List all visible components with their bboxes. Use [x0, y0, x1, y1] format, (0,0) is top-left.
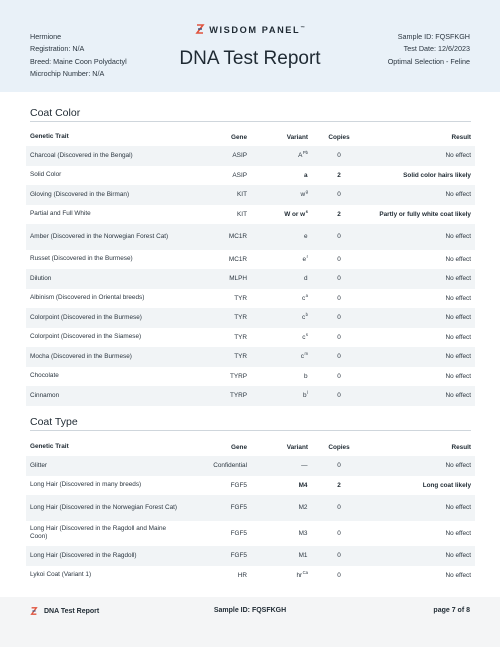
- table-row: [26, 308, 475, 328]
- copies: 0: [337, 294, 341, 302]
- table-row: [26, 146, 475, 166]
- variant: [250, 476, 308, 496]
- table-row: [26, 521, 475, 547]
- variant-symbol: M4: [298, 481, 308, 489]
- microchip-number: Microchip Number: N/A: [30, 68, 105, 78]
- trait-name: Colorpoint (Discovered in the Siamese): [30, 333, 142, 341]
- table-row: [26, 269, 475, 289]
- variant-symbol: —: [301, 462, 308, 470]
- table-header: [26, 128, 475, 146]
- copies: 0: [337, 333, 341, 341]
- footer-sample-id: Sample ID: FQSFKGH: [213, 607, 287, 614]
- copies: 0: [337, 504, 341, 512]
- table-row: [26, 185, 475, 205]
- variant: [250, 185, 308, 205]
- trait-name: Mocha (Discovered in the Burmese): [30, 352, 132, 360]
- sample-id: Sample ID: FQSFKGH: [397, 32, 470, 41]
- variant-superscript: s: [305, 331, 308, 337]
- trait-name: Colorpoint (Discovered in the Burmese): [30, 313, 142, 321]
- trait-name: Long Hair (Discovered in many breeds): [30, 481, 142, 489]
- registration: Registration: N/A: [30, 44, 85, 54]
- variant: [250, 166, 308, 186]
- table-row: [26, 224, 475, 250]
- report-header: [0, 0, 500, 92]
- variant: [250, 224, 308, 250]
- result: No effect: [445, 353, 471, 361]
- variant: [250, 347, 308, 367]
- copies: 2: [337, 210, 341, 218]
- result: No effect: [445, 191, 471, 199]
- trait-name: Cinnamon: [30, 391, 60, 399]
- gene: TYR: [234, 314, 247, 322]
- table-row: [26, 476, 475, 496]
- variant: [250, 205, 308, 225]
- variant-superscript: g: [305, 189, 308, 195]
- copies: 0: [337, 255, 341, 263]
- gene: TYRP: [229, 372, 247, 380]
- col-result: Result: [451, 443, 471, 451]
- trait-name: Amber (Discovered in the Norwegian Forest Cat): [30, 232, 169, 240]
- wisdom-panel-logo-icon: [195, 24, 205, 34]
- variant: [250, 146, 308, 166]
- variant-symbol: c: [301, 294, 306, 302]
- table-row: [26, 386, 475, 406]
- table-row: [26, 205, 475, 225]
- gene: Confidential: [213, 462, 247, 470]
- variant-symbol: b: [303, 392, 307, 400]
- trait-name: Glitter: [30, 461, 48, 469]
- trait-name: Long Hair (Discovered in the Norwegian Forest Cat): [30, 503, 178, 511]
- result: No effect: [445, 372, 471, 380]
- gene: TYR: [234, 353, 247, 361]
- copies: 2: [337, 171, 341, 179]
- variant: [250, 495, 308, 521]
- table-row: [26, 546, 475, 566]
- copies: 0: [337, 275, 341, 283]
- gene: FGF5: [230, 481, 247, 489]
- variant-symbol: e: [303, 233, 308, 241]
- result: No effect: [445, 314, 471, 322]
- table-header: [26, 438, 475, 456]
- variant-symbol: M1: [298, 552, 308, 560]
- pet-name: Hermione: [30, 32, 62, 41]
- copies: 0: [337, 552, 341, 560]
- result: No effect: [445, 552, 471, 560]
- brand-name: WISDOM PANEL: [209, 25, 301, 35]
- copies: 0: [337, 372, 341, 380]
- variant: [250, 456, 308, 476]
- brand-trademark: ™: [300, 25, 305, 30]
- trait-name: Solid Color: [30, 171, 62, 179]
- variant-symbol: w: [300, 191, 306, 199]
- col-copies: Copies: [328, 443, 350, 451]
- result: Solid color hairs likely: [403, 171, 471, 179]
- gene: TYRP: [229, 392, 247, 400]
- result: No effect: [445, 529, 471, 537]
- variant: [250, 269, 308, 289]
- copies: 0: [337, 152, 341, 160]
- variant: [250, 289, 308, 309]
- coat-type-rows: [26, 456, 475, 585]
- table-row: [26, 289, 475, 309]
- variant-symbol: c: [302, 333, 306, 341]
- variant: [250, 328, 308, 348]
- gene: FGF5: [230, 504, 247, 512]
- result: No effect: [445, 275, 471, 283]
- table-row: [26, 495, 475, 521]
- variant-symbol: a: [303, 171, 308, 179]
- col-trait: Genetic Trait: [30, 133, 69, 140]
- result: No effect: [445, 333, 471, 341]
- result: No effect: [445, 255, 471, 263]
- trait-name: Russet (Discovered in the Burmese): [30, 255, 133, 263]
- report-footer: [0, 597, 500, 647]
- coat-type-divider: [30, 430, 471, 431]
- variant-superscript: l: [307, 390, 308, 396]
- variant-symbol: M3: [298, 529, 308, 537]
- copies: 0: [337, 529, 341, 537]
- col-variant: Variant: [286, 133, 308, 141]
- variant-symbol: c: [301, 314, 306, 322]
- variant-superscript: Ca: [302, 569, 308, 575]
- variant-symbol: hr: [296, 571, 303, 579]
- variant: [250, 566, 308, 586]
- result: No effect: [445, 504, 471, 512]
- variant-symbol: W or w: [284, 210, 306, 218]
- variant-symbol: M2: [298, 504, 308, 512]
- variant: [250, 367, 308, 387]
- coat-color-rows: [26, 146, 475, 406]
- gene: MC1R: [228, 255, 247, 263]
- breed: Breed: Maine Coon Polydactyl: [30, 56, 127, 66]
- copies: 0: [337, 571, 341, 579]
- gene: FGF5: [230, 529, 247, 537]
- table-row: [26, 566, 475, 586]
- trait-name: Long Hair (Discovered in the Ragdoll): [30, 551, 137, 559]
- variant-superscript: b: [305, 312, 308, 318]
- col-copies: Copies: [328, 133, 350, 141]
- copies: 0: [337, 233, 341, 241]
- table-row: [26, 166, 475, 186]
- page-title: DNA Test Report: [179, 48, 321, 69]
- test-date: Test Date: 12/6/2023: [403, 44, 470, 54]
- page-number: page 7 of 8: [433, 607, 470, 614]
- result: Partly or fully white coat likely: [379, 210, 471, 218]
- result: No effect: [445, 233, 471, 241]
- variant-superscript: m: [304, 351, 308, 357]
- table-row: [26, 347, 475, 367]
- variant-superscript: a: [305, 292, 308, 298]
- variant-symbol: d: [303, 275, 308, 283]
- result: No effect: [445, 462, 471, 470]
- sample-info: [388, 31, 470, 68]
- gene: FGF5: [230, 552, 247, 560]
- table-row: [26, 250, 475, 270]
- col-result: Result: [451, 133, 471, 141]
- variant-superscript: s: [305, 208, 308, 214]
- gene: TYR: [234, 333, 247, 341]
- col-trait: Genetic Trait: [30, 443, 69, 450]
- table-row: [26, 328, 475, 348]
- trait-name: Lykoi Coat (Variant 1): [30, 571, 92, 579]
- col-variant: Variant: [286, 443, 308, 451]
- copies: 0: [337, 392, 341, 400]
- gene: MC1R: [228, 233, 247, 241]
- copies: 2: [337, 481, 341, 489]
- variant: [250, 386, 308, 406]
- coat-color-divider: [30, 121, 471, 122]
- result: Long coat likely: [422, 481, 471, 489]
- gene: HR: [237, 571, 247, 579]
- variant-symbol: b: [303, 372, 308, 380]
- trait-name: Chocolate: [30, 372, 59, 380]
- gene: ASIP: [232, 171, 247, 179]
- variant-symbol: c: [300, 353, 304, 361]
- result: No effect: [445, 571, 471, 579]
- trait-name: Partial and Full White: [30, 210, 91, 218]
- result: No effect: [445, 152, 471, 160]
- table-row: [26, 456, 475, 476]
- copies: 0: [337, 314, 341, 322]
- coat-type-heading: Coat Type: [30, 416, 78, 428]
- coat-type-table: [26, 438, 475, 585]
- variant-superscript: r: [306, 253, 308, 259]
- variant-symbol: e: [302, 255, 307, 263]
- trait-name: Albinism (Discovered in Oriental breeds): [30, 294, 145, 302]
- trait-name: Long Hair (Discovered in the Ragdoll and Maine Coon): [30, 525, 167, 541]
- gene: KIT: [237, 191, 247, 199]
- footer-title: DNA Test Report: [44, 607, 100, 615]
- variant: [250, 308, 308, 328]
- trait-name: Charcoal (Discovered in the Bengal): [30, 151, 133, 159]
- trait-name: Dilution: [30, 274, 52, 282]
- col-gene: Gene: [231, 443, 247, 451]
- result: No effect: [445, 392, 471, 400]
- result: No effect: [445, 294, 471, 302]
- selection: Optimal Selection - Feline: [387, 56, 470, 66]
- variant: [250, 521, 308, 547]
- coat-color-heading: Coat Color: [30, 107, 81, 119]
- coat-color-table: [26, 128, 475, 406]
- gene: TYR: [234, 294, 247, 302]
- table-row: [26, 367, 475, 387]
- variant-superscript: Pb: [302, 150, 308, 156]
- copies: 0: [337, 191, 341, 199]
- variant: [250, 546, 308, 566]
- trait-name: Gloving (Discovered in the Birman): [30, 190, 130, 198]
- gene: KIT: [237, 210, 247, 218]
- variant-symbol: A: [298, 152, 303, 160]
- variant: [250, 250, 308, 270]
- col-gene: Gene: [231, 133, 247, 141]
- copies: 0: [337, 353, 341, 361]
- gene: ASIP: [232, 152, 247, 160]
- copies: 0: [337, 462, 341, 470]
- gene: MLPH: [229, 275, 247, 283]
